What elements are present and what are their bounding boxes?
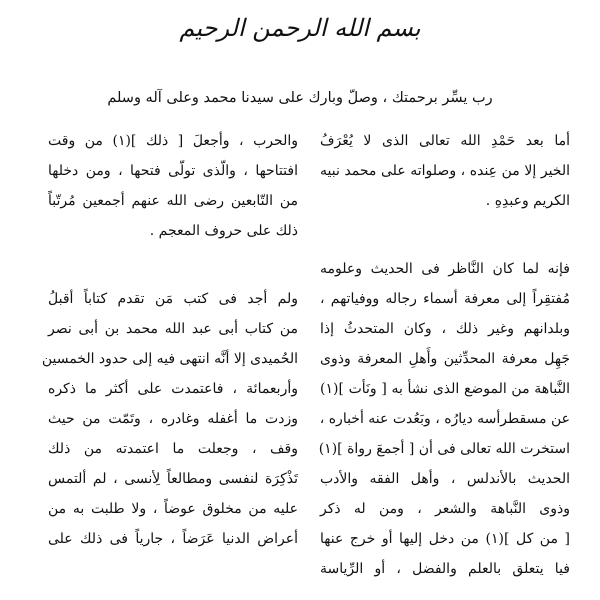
text-line: ولم أجد فى كتب مَن تقدم كتاباً أقبلُ xyxy=(48,291,298,307)
text-line: جَهِل معرفة المحدِّثين وأَهلِ المعرفة وذوى xyxy=(320,351,570,367)
text-line: وبلدانهم وغير ذلك ، وكان المتحدثُ إذا xyxy=(320,321,570,337)
text-line: الحُميدى إلا أنَّه انتهى فيه إلى حدود الخمسين xyxy=(41,351,298,367)
text-line: الخير إلا من عِنده ، وصلواته على محمد نبيه xyxy=(320,163,570,179)
left-column xyxy=(41,126,298,554)
text-line: أما بعد حَمْدِ الله تعالى الذى لا يُعْرَفُ xyxy=(320,133,570,149)
right-column xyxy=(320,126,570,584)
basmala-heading: بسم الله الرحمن الرحيم xyxy=(179,14,421,42)
text-line: وزدت ما أغفله وغادره ، وتَمّت من حيث xyxy=(48,411,298,427)
text-line: وأربعمائة ، فاعتمدت على أكثر ما ذكره xyxy=(48,381,298,397)
text-line: عن مسقطرأسه ديارُه ، وبَعُدت عنه أخباره ، xyxy=(319,411,570,427)
left-paragraph-2 xyxy=(41,284,298,554)
text-line: استخرت الله تعالى فى أن [ أجمعَ رواة ](١) xyxy=(318,441,570,457)
text-line: تَذْكِرَة لنفسى ومطالعاً لِأنسى ، لم ألتمس xyxy=(48,471,298,487)
text-line: من كتاب أبى عبد الله محمد بن أبى نصر xyxy=(48,321,298,337)
text-line: الكريم وعبدِهِ . xyxy=(485,193,570,209)
paragraph-gap xyxy=(48,246,298,284)
text-line: ذلك على حروف المعجم . xyxy=(149,223,298,239)
text-line: فيا يتعلق بالعلم والفضل ، أو الرِّياسة xyxy=(320,561,570,577)
opening-invocation: رب يسِّر برحمتك ، وصلّ وبارك على سيدنا محمد وعلى آله وسلم xyxy=(107,90,493,106)
text-line: افتتاحها ، والّذى تولّى فتحها ، ومن دخلها xyxy=(48,163,298,179)
text-line: والحرب ، وأجعلَ [ ذلك ](١) من وقت xyxy=(48,133,298,149)
text-line: من التّابعين رضى الله عنهم أجمعين مُرتّباً xyxy=(48,193,298,209)
right-paragraph-2 xyxy=(320,254,570,584)
text-line: مُفتقِراً إلى معرفة أسماء رجاله ووفياتهم ، xyxy=(320,291,570,307)
text-line: وذوى النَّباهة والشعر ، ومن له ذكر xyxy=(320,501,570,517)
text-line: عليه من مخلوق عوضاً ، ولا طلبت به من xyxy=(48,501,298,517)
text-line: النَّباهة من الموضع الذى نشأ به [ ونَأت ](١) xyxy=(320,381,570,397)
right-paragraph-1 xyxy=(320,126,570,216)
text-line: فإنه لما كان النَّاظر فى الحديث وعلومه xyxy=(320,261,570,277)
text-line: الحديث بالأندلس ، وأهل الفقه والأدب xyxy=(320,471,570,487)
text-line: وقف ، وجعلت ما اعتمدته من ذلك xyxy=(48,441,298,457)
paragraph-gap xyxy=(320,216,570,254)
text-line: [ من كل ](١) من دخل إليها أو خرج عنها xyxy=(320,531,570,547)
left-paragraph-1 xyxy=(48,126,298,246)
text-line: أعراض الدنيا عَرَضاً ، جارياً فى ذلك على xyxy=(48,531,298,547)
